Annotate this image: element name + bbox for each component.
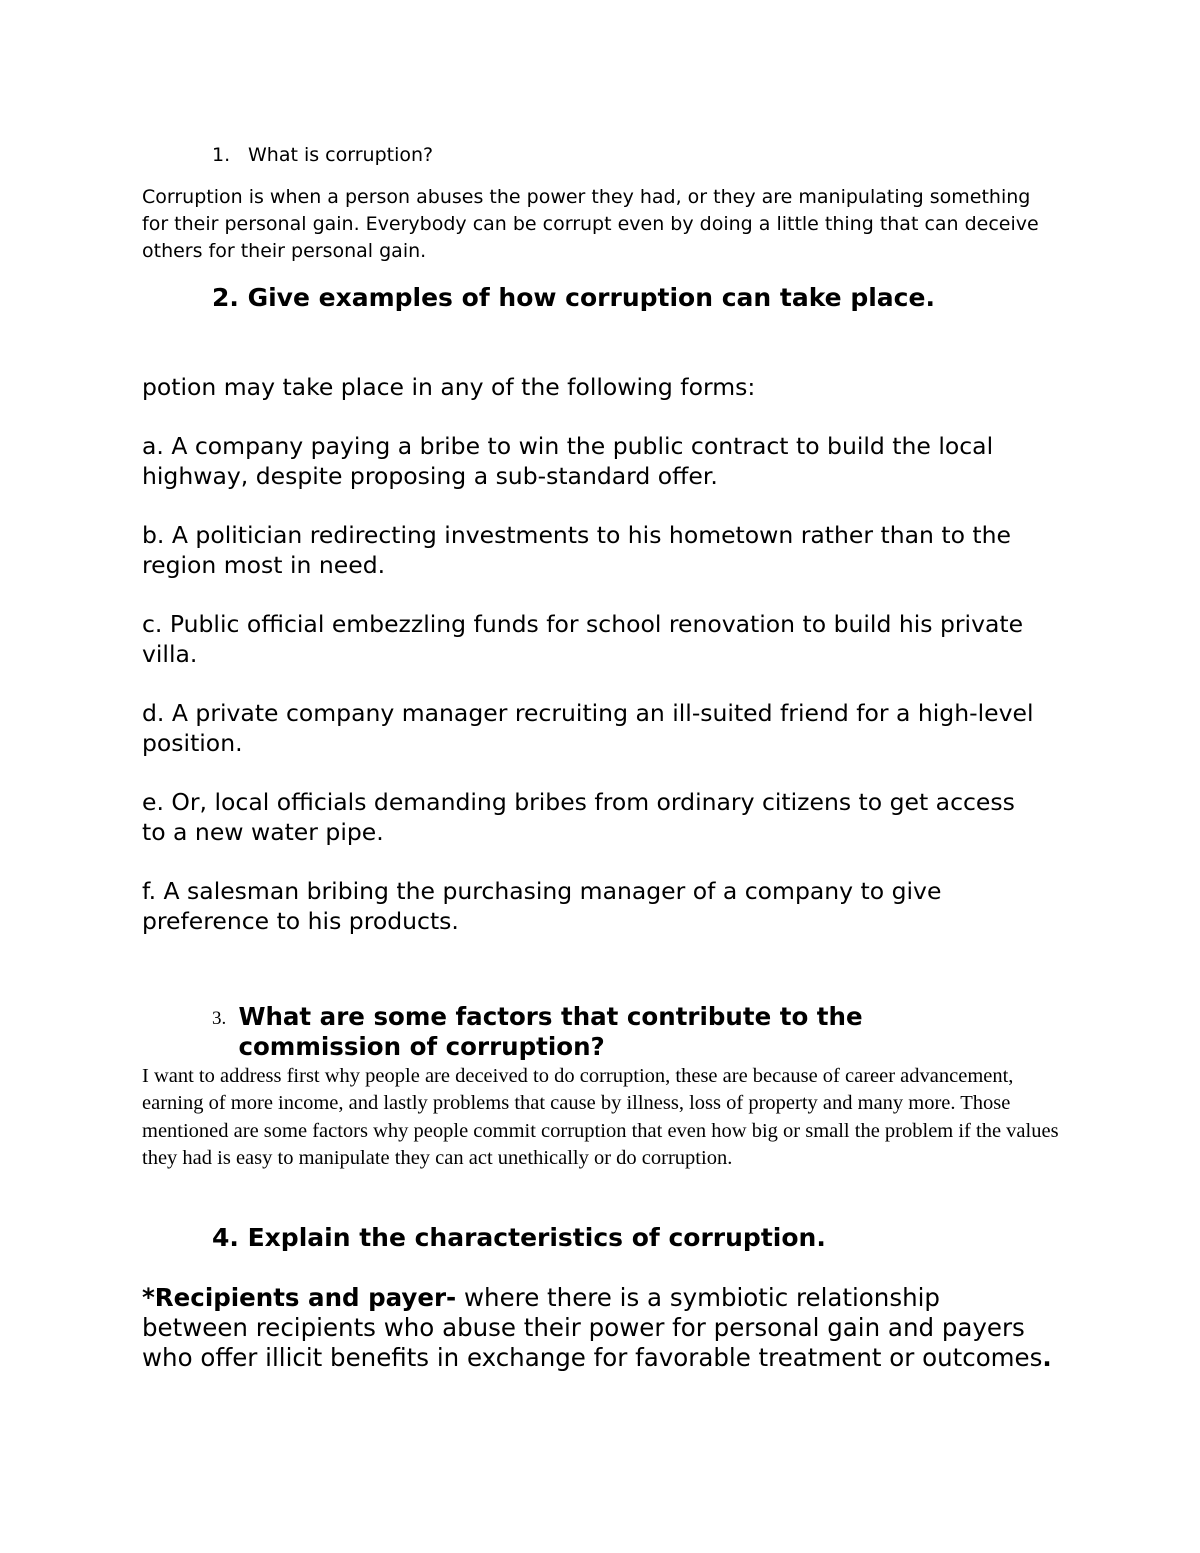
question-3-text: What are some factors that contribute to the commission of corruption? (238, 1002, 863, 1061)
answer-1: Corruption is when a person abuses the power they had, or they are manipulating something for their personal gain. Everybody can be corrupt even by doing a little thing that can deceive others for their personal gain. (142, 186, 1039, 262)
question-1-text: What is corruption? (248, 144, 434, 166)
question-4-heading: 4. Explain the characteristics of corruption. (212, 1223, 826, 1252)
characteristic-end-mark: . (1042, 1343, 1052, 1372)
example-b: b. A politician redirecting investments to his hometown rather than to the region most in need. (142, 521, 1011, 579)
question-3 (212, 1002, 972, 1062)
characteristic-description: where there is a symbiotic relationship between recipients who abuse their power for personal gain and payers who offer illicit benefits in exchange for favorable treatment or outcomes (142, 1283, 1043, 1372)
characteristic-recipients-and-payer (142, 1283, 1052, 1373)
answer-3: I want to address first why people are deceived to do corruption, these are because of career advancement, earning of more income, and lastly problems that cause by illness, loss of property and many more. Those mentioned are some factors why people commit corruption that even how big or small the problem if the values they had is easy to manipulate they can act unethically or do corruption. (142, 1065, 1059, 1169)
question-2-intro: potion may take place in any of the following forms: (142, 373, 756, 401)
question-3-number: 3. (212, 1008, 227, 1029)
example-f: f. A salesman bribing the purchasing manager of a company to give preference to his products. (142, 877, 942, 935)
example-a: a. A company paying a bribe to win the public contract to build the local highway, despite proposing a sub-standard offer. (142, 432, 994, 490)
question-2-heading: 2. Give examples of how corruption can take place. (212, 283, 935, 312)
example-c: c. Public official embezzling funds for school renovation to build his private villa. (142, 610, 1024, 668)
question-1 (212, 143, 433, 167)
example-d: d. A private company manager recruiting an ill-suited friend for a high-level position. (142, 699, 1034, 757)
example-e: e. Or, local officials demanding bribes from ordinary citizens to get access to a new water pipe. (142, 788, 1015, 846)
characteristic-term: *Recipients and payer- (142, 1283, 457, 1312)
question-1-number: 1. (212, 144, 231, 166)
